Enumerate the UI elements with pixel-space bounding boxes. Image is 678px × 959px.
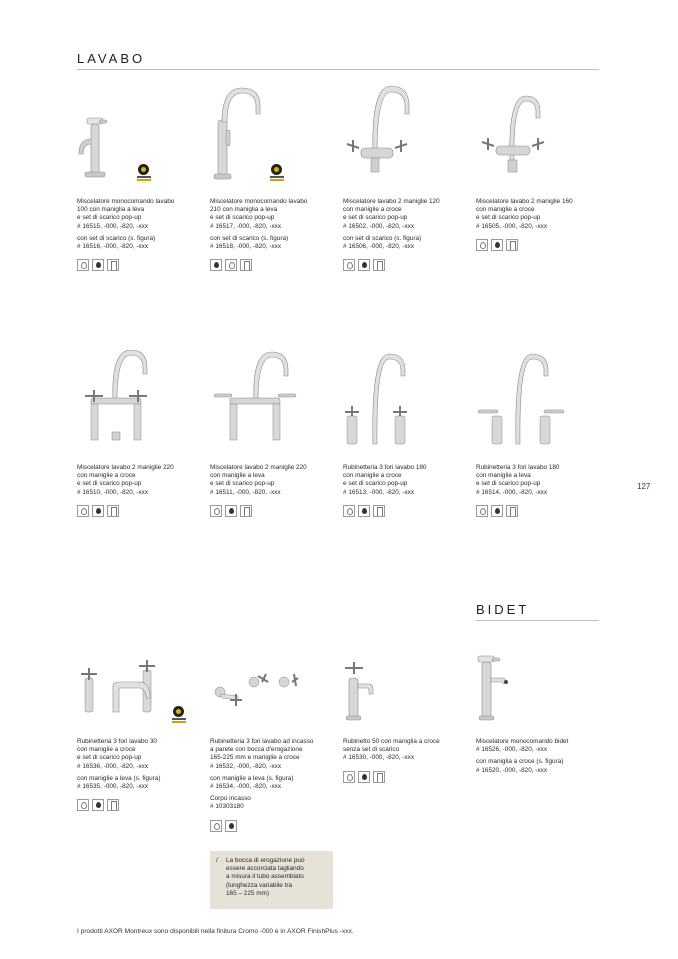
product-card — [210, 84, 332, 271]
product-card — [77, 350, 199, 517]
product-card — [343, 84, 465, 271]
note-marker: / — [216, 857, 218, 864]
drop-filled-icon — [358, 771, 370, 783]
pipe-icon — [373, 259, 385, 271]
feature-icons — [77, 505, 199, 517]
feature-icons — [343, 259, 465, 271]
product-card — [77, 638, 199, 811]
drop-outline-icon — [77, 259, 89, 271]
product-description: Miscelatore monocomando lavabo 210 con maniglia a leva e set di scarico pop-up # 16517, -000, -820, -xxx — [210, 198, 308, 230]
pipe-icon — [107, 259, 119, 271]
product-variant: con set di scarico (s. figura) # 16516, -000, -820, -xxx — [77, 234, 156, 251]
pipe-icon — [240, 505, 252, 517]
award-badge-icon — [270, 164, 284, 182]
pipe-icon — [506, 505, 518, 517]
feature-icons — [476, 505, 598, 517]
drop-filled-icon — [92, 259, 104, 271]
faucet-image — [476, 84, 598, 184]
faucet-image — [210, 350, 332, 450]
product-description: Miscelatore monocomando lavabo 100 con maniglia a leva e set di scarico pop-up # 16515, -000, -820, -xxx — [77, 198, 175, 230]
product-description: Rubinetteria 3 fori lavabo 180 con maniglie a croce e set di scarico pop-up # 16513, -000, -820, -xxx — [343, 464, 427, 496]
drop-outline-icon — [476, 505, 488, 517]
award-badge-icon — [137, 164, 151, 182]
product-description: Rubinetteria 3 fori lavabo ad incasso a parete con bocca d'erogazione 165-225 mm e maniglie a croce # 16532, -000, -820, -xxx — [210, 738, 314, 770]
product-extra: Corpo incasso # 10303180 — [210, 795, 251, 811]
pipe-icon — [240, 259, 252, 271]
pipe-icon — [373, 505, 385, 517]
drop-outline-icon — [225, 259, 237, 271]
faucet-image — [210, 638, 332, 724]
faucet-image — [77, 350, 199, 450]
award-badge-icon — [172, 706, 186, 724]
product-card — [343, 638, 465, 783]
product-card — [476, 84, 598, 251]
feature-icons — [476, 239, 598, 251]
product-card — [476, 638, 598, 775]
drop-filled-icon — [92, 505, 104, 517]
drop-filled-icon — [358, 259, 370, 271]
product-card — [343, 350, 465, 517]
footer-note: I prodotti AXOR Montreux sono disponibili nella finitura Cromo -000 e in AXOR FinishPlus -xxx. — [77, 928, 354, 935]
drop-filled-icon — [92, 799, 104, 811]
product-description: Miscelatore lavabo 2 maniglie 160 con maniglie a croce e set di scarico pop-up # 16505, -000, -820, -xxx — [476, 198, 573, 230]
feature-icons — [210, 820, 332, 832]
product-description: Miscelatore lavabo 2 maniglie 220 con maniglie a leva e set di scarico pop-up # 16511, -000, -820, -xxx — [210, 464, 307, 496]
product-card — [476, 350, 598, 517]
drop-outline-icon — [77, 505, 89, 517]
drop-outline-icon — [77, 799, 89, 811]
faucet-image — [343, 638, 465, 724]
feature-icons — [77, 259, 199, 271]
faucet-image — [210, 84, 332, 184]
faucet-image — [476, 350, 598, 450]
drop-filled-icon — [491, 239, 503, 251]
product-variant: con maniglie a leva (s. figura) # 16534, -000, -820, -xxx — [210, 774, 294, 791]
product-variant: con maniglia a croce (s. figura) # 16520, -000, -820, -xxx — [476, 758, 564, 774]
feature-icons — [343, 771, 465, 783]
feature-icons — [210, 505, 332, 517]
drop-outline-icon — [343, 771, 355, 783]
product-description: Miscelatore lavabo 2 maniglie 220 con maniglie a croce e set di scarico pop-up # 16510, -000, -820, -xxx — [77, 464, 174, 496]
feature-icons — [210, 259, 332, 271]
product-description: Miscelatore lavabo 2 maniglie 120 con maniglie a croce e set di scarico pop-up # 16502, -000, -820, -xxx — [343, 198, 440, 230]
faucet-image — [343, 84, 465, 184]
drop-filled-icon — [358, 505, 370, 517]
faucet-image — [476, 638, 598, 724]
drop-filled-icon — [491, 505, 503, 517]
note-text: La bocca di erogazione può essere accorciata tagliando a misura il tubo assemblato (lunghezza variabile tra 165 – 225 mm) — [226, 857, 305, 897]
product-description: Rubinetteria 3 fori lavabo 180 con maniglie a leva e set di scarico pop-up # 16514, -000, -820, -xxx — [476, 464, 560, 496]
product-variant: con maniglie a leva (s. figura) # 16535, -000, -820, -xxx — [77, 774, 161, 791]
product-description: Rubinetto 50 con maniglia a croce senza set di scarico # 16530, -000, -820, -xxx — [343, 738, 440, 762]
drop-outline-icon — [343, 259, 355, 271]
page-number: 127 — [637, 482, 651, 491]
drop-filled-icon — [225, 820, 237, 832]
pipe-icon — [107, 799, 119, 811]
feature-icons — [343, 505, 465, 517]
drop-outline-icon — [210, 505, 222, 517]
product-card — [210, 638, 332, 832]
pipe-icon — [373, 771, 385, 783]
section-title-lavabo: LAVABO — [77, 51, 146, 66]
product-description: Miscelatore monocomando bidet # 16526, -000, -820, -xxx — [476, 738, 569, 754]
product-card — [77, 84, 199, 271]
feature-icons — [77, 799, 199, 811]
section-title-bidet: BIDET — [476, 602, 530, 617]
faucet-image — [343, 350, 465, 450]
product-variant: con set di scarico (s. figura) # 16518, -000, -820, -xxx — [210, 234, 289, 251]
drop-filled-icon — [210, 259, 222, 271]
drop-outline-icon — [476, 239, 488, 251]
drop-outline-icon — [343, 505, 355, 517]
faucet-image — [77, 84, 199, 184]
note-box — [210, 851, 333, 909]
drop-filled-icon — [225, 505, 237, 517]
pipe-icon — [107, 505, 119, 517]
product-variant: con set di scarico (s. figura) # 16506, -000, -820, -xxx — [343, 234, 422, 251]
pipe-icon — [506, 239, 518, 251]
product-card — [210, 350, 332, 517]
section-rule-bidet — [476, 620, 599, 621]
faucet-image — [77, 638, 199, 724]
section-rule-lavabo — [77, 69, 599, 70]
drop-outline-icon — [210, 820, 222, 832]
product-description: Rubinetteria 3 fori lavabo 30 con maniglie a croce e set di scarico pop-up # 16536, -000, -820, -xxx — [77, 738, 157, 770]
